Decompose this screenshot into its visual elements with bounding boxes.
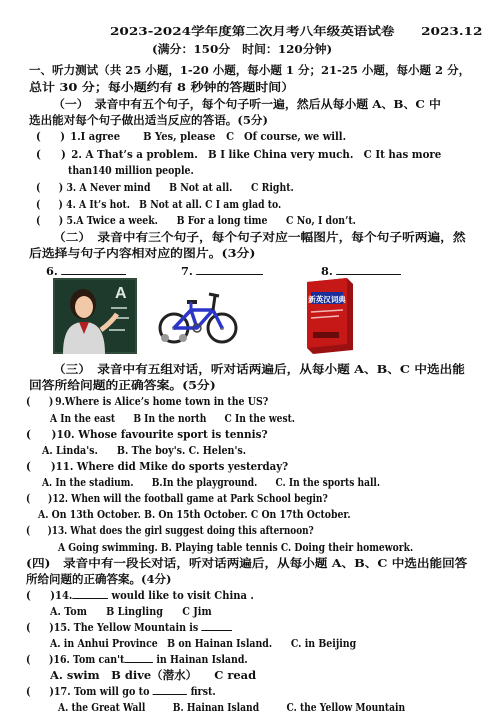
q11-options: A. In the stadium. B.In the playground. C. In the sports hall.	[42, 475, 381, 489]
sec2-instruction-1: （二） 录音中有三个句子，每个句子对应一幅图片，每个句子听两遍，然	[53, 230, 466, 244]
score-info: (满分：150分 时间：120分钟)	[152, 42, 333, 56]
q15-line: ( )15. The Yellow Mountain is	[26, 620, 232, 634]
q14-options: A. Tom B Lingling C Jim	[50, 604, 212, 618]
q16-line: ( )16. Tom can't in Hainan Island.	[26, 652, 248, 666]
q4-line: ( ) 4. A It’s hot. B Not at all. C I am glad to.	[36, 197, 282, 211]
sec2-instruction-2: 后选择与句子内容相对应的图片。(3分)	[29, 246, 256, 260]
sec1-instruction-2: 选出能对每个句子做出适当反应的答语。(5分)	[29, 113, 268, 127]
q5-line: ( ) 5.A Twice a week. B For a long time C No, I don’t.	[36, 213, 356, 227]
q10-options: A. Linda's. B. The boy's. C. Helen's.	[42, 443, 247, 457]
blank-8: 8.	[321, 264, 401, 278]
q1-line: ( ) 1.I agree B Yes, please C Of course, we will.	[36, 129, 347, 143]
q2-line-1: ( ) 2. A That’s a problem. B I like China very much. C It has more	[36, 147, 442, 161]
exam-date: 2023.12	[421, 24, 483, 38]
sec3-instruction-1: （三） 录音中有五组对话，听对话两遍后，从每小题 A、B、C 中选出能	[53, 362, 465, 376]
q15-options: A. in Anhui Province B on Hainan Island. C. in Beijing	[50, 636, 357, 650]
q10-line: ( )10. Whose favourite sport is tennis?	[26, 427, 268, 441]
blank-6: 6.	[46, 264, 126, 278]
answer-blank-6[interactable]	[61, 264, 126, 275]
answer-blank-17[interactable]	[153, 684, 187, 695]
teacher-blackboard-image	[53, 278, 137, 354]
exam-title	[110, 24, 482, 38]
bicycle-image	[157, 280, 241, 352]
q16-options: A. swim B dive（潜水） C read	[50, 668, 257, 682]
q9-options: A In the east B In the north C In the west.	[50, 411, 295, 425]
q3-line: ( ) 3. A Never mind B Not at all. C Right.	[36, 180, 294, 194]
answer-blank-15[interactable]	[202, 620, 233, 631]
q12-line: ( )12. When will the football game at Park School begin?	[26, 491, 328, 505]
sec4-instruction-2: 所给问题的正确答案。(4分)	[26, 572, 172, 586]
sec4-instruction-1: (四) 录音中有一段长对话，听对话两遍后，从每小题 A、B、C 中选出能回答	[26, 556, 468, 570]
part1-heading-2: 总计 30 分；每小题约有 8 秒钟的答题时间）	[29, 80, 295, 94]
q11-line: ( )11. Where did Mike do sports yesterday?	[26, 459, 289, 473]
part1-heading-1: 一、听力测试（共 25 小题，1-20 小题，每小题 1 分；21-25 小题，每小题 2 分，	[29, 63, 471, 77]
q14-line: ( )14. would like to visit China .	[26, 588, 254, 602]
sec3-instruction-2: 回答所给问题的正确答案。(5分)	[29, 378, 216, 392]
exam-title-text: 2023-2024学年度第二次月考八年级英语试卷	[110, 24, 395, 38]
q9-line: ( ) 9.Where is Alice’s home town in the US?	[26, 394, 269, 408]
dictionary-image	[301, 276, 357, 356]
answer-blank-14[interactable]	[72, 588, 108, 599]
q12-options: A. On 13th October. B. On 15th October. C On 17th October.	[38, 507, 351, 521]
answer-blank-16[interactable]	[124, 652, 153, 663]
q13-options: A Going swimming. B. Playing table tennis C. Doing their homework.	[58, 540, 414, 554]
svg-text:A: A	[115, 285, 127, 302]
sec1-instruction-1: （一） 录音中有五个句子，每个句子听一遍，然后从每小题 A、B、C 中	[53, 97, 441, 111]
q17-options: A. the Great Wall B. Hainan Island C. the Yellow Mountain	[58, 700, 406, 714]
q13-line: ( )13. What does the girl suggest doing this afternoon?	[26, 523, 314, 537]
q2-line-2: than140 million people.	[68, 163, 194, 177]
dictionary-title: 新英汉词典	[308, 295, 346, 304]
answer-blank-8[interactable]	[336, 264, 401, 275]
answer-blank-7[interactable]	[196, 264, 263, 275]
q17-line: ( )17. Tom will go to first.	[26, 684, 216, 698]
blank-7: 7.	[181, 264, 263, 278]
